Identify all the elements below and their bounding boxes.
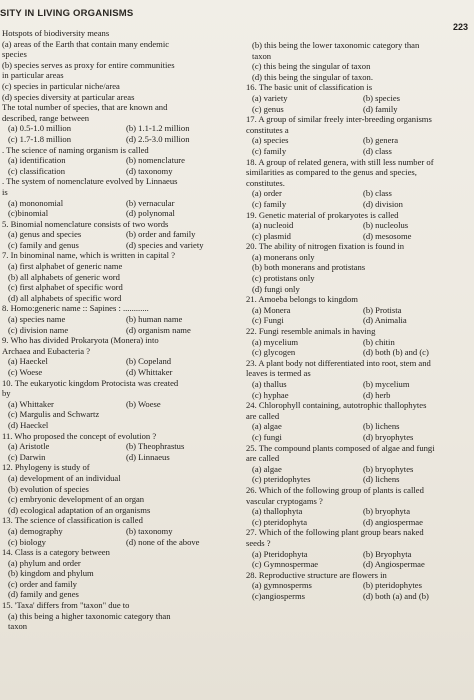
answer-option: (a) demography — [8, 525, 63, 536]
question-text: The total number of species, that are known and — [2, 102, 168, 113]
answer-option: (c) first alphabet of specific word — [8, 282, 123, 293]
answer-option: (d) none of the above — [126, 536, 200, 547]
option-row — [246, 421, 470, 432]
question-text: constitutes. — [246, 177, 285, 188]
answer-option: (a) mononomial — [8, 197, 64, 208]
answer-option: (d) species and variety — [126, 239, 204, 250]
answer-option: (d) Whittaker — [126, 367, 173, 377]
question-text: 15. 'Taxa' differs from "taxon" due to — [2, 600, 130, 611]
answer-option: (b) Woese — [126, 398, 161, 409]
question-text: are called — [246, 453, 280, 464]
question-text: 17. A group of similar freely inter-breeding organisms — [246, 114, 432, 125]
option-row — [2, 441, 240, 452]
answer-option: (c) Darwin — [8, 451, 46, 462]
option-row — [246, 315, 470, 326]
answer-option: (a) gymnosperms — [252, 580, 312, 591]
answer-option: (b) vernacular — [126, 197, 175, 208]
question-text: 12. Phylogeny is study of — [2, 462, 90, 473]
question-text: leaves is termed as — [246, 368, 311, 379]
option-row — [246, 135, 470, 146]
answer-option: (d) fungi only — [252, 283, 300, 294]
answer-option: (b) Theophrastus — [126, 441, 185, 452]
question-text: described, range between — [2, 112, 90, 123]
answer-option: (d) ecological adaptation of an organisms — [8, 504, 151, 515]
answer-option: (d) family and genes — [8, 589, 79, 600]
option-row — [246, 104, 470, 115]
answer-option: (b) Bryophyta — [363, 548, 412, 559]
question-text: 18. A group of related genera, with still less number of — [246, 156, 434, 167]
answer-option: (d) family — [363, 103, 398, 114]
question-text: . The science of naming organism is called — [2, 144, 149, 155]
question-text: Hotspots of biodiversity means — [2, 28, 110, 38]
option-row — [246, 580, 470, 591]
question-text: similarities as compared to the genus and species, — [246, 167, 417, 178]
answer-option: (d) Angiospermae — [363, 559, 425, 570]
question-text: Archaea and Eubacteria ? — [2, 345, 91, 356]
answer-option: (c) genus — [252, 103, 284, 114]
answer-option: (a) genus and species — [8, 229, 82, 240]
answer-option: (a) nucleoid — [252, 220, 294, 231]
right-question-column — [246, 40, 470, 601]
answer-option: (a) Monera — [252, 304, 291, 315]
option-row — [246, 506, 470, 517]
answer-option: (a) Aristotle — [8, 441, 50, 452]
option-row — [2, 198, 240, 209]
question-text: species — [2, 49, 27, 60]
option-row — [246, 305, 470, 316]
option-row — [246, 390, 470, 401]
answer-option: (b) Protista — [363, 304, 402, 315]
answer-option: (c) family — [252, 145, 287, 156]
answer-option: (c) this being the singular of taxon — [252, 61, 371, 72]
answer-option: (a) species — [252, 135, 289, 146]
answer-option: (d) division — [363, 198, 403, 209]
answer-option: (a) Whittaker — [8, 398, 54, 409]
question-text: 10. The eukaryotic kingdom Protocista was created — [2, 377, 179, 388]
answer-option: (c)binomial — [8, 208, 49, 219]
option-row — [246, 559, 470, 570]
answer-option: (b) order and family — [126, 229, 196, 240]
answer-option: (b) nomenclature — [126, 155, 185, 166]
option-row — [2, 399, 240, 410]
answer-option: (b) mycelium — [363, 379, 410, 389]
answer-option: (b) Copeland — [126, 356, 172, 367]
answer-option: (c) division name — [8, 324, 69, 335]
question-text: 28. Reproductive structure are flowers in — [246, 569, 387, 580]
question-text: 11. Who proposed the concept of evolution ? — [2, 430, 157, 441]
answer-option: (d) both (a) and (b) — [363, 590, 429, 601]
answer-option: (a) order — [252, 188, 282, 199]
question-text: (b) species serves as proxy for entire communities — [2, 59, 175, 70]
answer-option: (d) class — [363, 145, 392, 156]
question-text: constitutes a — [246, 124, 289, 135]
answer-option: (d) taxonomy — [126, 165, 173, 176]
answer-option: (d) lichens — [363, 474, 400, 485]
answer-option: (c) order and family — [8, 578, 77, 589]
option-row — [246, 591, 470, 602]
answer-option: (b) this being the lower taxonomic category than — [252, 40, 420, 50]
answer-option: (b) human name — [126, 314, 183, 325]
option-row — [246, 347, 470, 358]
option-row — [246, 146, 470, 157]
answer-option: (c) fungi — [252, 431, 282, 442]
option-row — [2, 356, 240, 367]
question-text: 13. The science of classification is called — [2, 515, 143, 526]
left-question-column — [2, 28, 240, 632]
question-text: 16. The basic unit of classification is — [246, 82, 373, 93]
option-row — [246, 379, 470, 390]
answer-option: (a) first alphabet of generic name — [8, 261, 123, 272]
question-text: 7. In binominal name, which is written in capital ? — [2, 250, 176, 261]
answer-option: (b) lichens — [363, 421, 400, 432]
answer-option: (b) class — [363, 188, 392, 199]
answer-option: (b) pteridophytes — [363, 580, 422, 591]
answer-option: (a) this being a higher taxonomic category than — [8, 610, 171, 621]
answer-option: (c) Woese — [8, 367, 43, 377]
question-text: 24. Chlorophyll containing, autotrophic thallophytes — [246, 400, 427, 411]
answer-option: (a) algae — [252, 421, 282, 432]
answer-option: (d) Animalia — [363, 315, 407, 326]
answer-option: (a) mycelium — [252, 336, 299, 347]
answer-option: (a) species name — [8, 314, 66, 325]
option-row — [2, 314, 240, 325]
answer-option: (a) Haeckel — [8, 356, 48, 367]
answer-option: (a) thallophyta — [252, 506, 303, 517]
question-text: is — [2, 186, 8, 197]
answer-option: (b) 1.1-1.2 million — [126, 123, 190, 134]
answer-option: (d) angiospermae — [363, 516, 423, 527]
option-row — [2, 325, 240, 336]
question-text: 20. The ability of nitrogen fixation is found in — [246, 241, 405, 252]
option-row — [246, 474, 470, 485]
answer-option: (b) bryophytes — [363, 463, 414, 474]
option-row — [246, 199, 470, 210]
question-text: (c) species in particular niche/area — [2, 80, 120, 91]
option-row — [2, 452, 240, 463]
option-row — [246, 549, 470, 560]
question-text: 25. The compound plants composed of algae and fungi — [246, 442, 435, 453]
answer-option: taxon — [8, 621, 28, 632]
option-row — [246, 464, 470, 475]
answer-option: (a) thallus — [252, 379, 287, 389]
running-title: SITY IN LIVING ORGANISMS — [0, 8, 134, 19]
answer-option: (c)angiosperms — [252, 590, 305, 601]
question-text: are called — [246, 410, 280, 421]
answer-option: (b) species — [363, 92, 400, 103]
answer-option: taxon — [252, 50, 272, 61]
question-text: 19. Genetic material of prokaryotes is called — [246, 209, 399, 220]
answer-option: (d) organism name — [126, 324, 191, 335]
answer-option: (c) protistans only — [252, 273, 315, 284]
answer-option: (b) chitin — [363, 336, 395, 347]
option-row — [246, 517, 470, 528]
answer-option: (b) nucleolus — [363, 220, 409, 231]
option-row — [2, 240, 240, 251]
answer-option: (c) hyphae — [252, 389, 289, 400]
option-row — [2, 229, 240, 240]
question-text: 9. Who has divided Prokaryota (Monera) into — [2, 335, 159, 346]
answer-option: (c) family — [252, 198, 287, 209]
option-row — [2, 537, 240, 548]
answer-option: (c) pteridophyta — [252, 516, 308, 527]
page-number: 223 — [452, 22, 468, 32]
question-text: 21. Amoeba belongs to kingdom — [246, 294, 358, 305]
answer-option: (b) kingdom and phylum — [8, 568, 94, 579]
option-row — [246, 432, 470, 443]
answer-option: (c) pteridophytes — [252, 474, 311, 485]
question-text: in particular areas — [2, 70, 64, 81]
option-row — [2, 208, 240, 219]
answer-option: (d) mesosome — [363, 230, 412, 241]
answer-option: (c) Gymnospermae — [252, 559, 319, 570]
answer-option: (c) plasmid — [252, 230, 291, 241]
answer-option: (d) herb — [363, 389, 391, 400]
answer-option: (a) algae — [252, 463, 282, 474]
answer-option: (a) monerans only — [252, 251, 315, 262]
option-row — [2, 367, 240, 378]
question-text: (d) species diversity at particular areas — [2, 91, 135, 102]
question-text: seeds ? — [246, 537, 271, 548]
answer-option: (c) Fungi — [252, 315, 284, 326]
option-row — [246, 337, 470, 348]
question-text: by — [2, 388, 11, 399]
answer-option: (b) all alphabets of generic word — [8, 271, 120, 282]
answer-option: (d) this being the singular of taxon. — [252, 71, 374, 82]
option-row — [246, 188, 470, 199]
answer-option: (b) taxonomy — [126, 525, 173, 536]
option-row — [2, 134, 240, 145]
answer-option: (c) family and genus — [8, 239, 79, 250]
answer-option: (a) development of an individual — [8, 472, 121, 483]
answer-option: (b) both monerans and protistans — [252, 262, 366, 273]
option-row — [2, 123, 240, 134]
question-text: 8. Homo:generic name :: Sapines : ............ — [2, 303, 149, 314]
option-row — [2, 526, 240, 537]
answer-option: (a) phylum and order — [8, 557, 81, 568]
answer-option: (d) all alphabets of specific word — [8, 292, 122, 303]
answer-option: (c) classification — [8, 165, 66, 176]
answer-option: (d) bryophytes — [363, 431, 414, 442]
question-text: 23. A plant body not differentiated into root, stem and — [246, 357, 431, 368]
answer-option: (c) glycogen — [252, 347, 296, 358]
question-text: vascular cryptogams ? — [246, 495, 323, 506]
question-text: 14. Class is a category between — [2, 547, 110, 558]
answer-option: (b) bryophyta — [363, 506, 411, 517]
answer-option: (c) biology — [8, 536, 46, 547]
option-row — [2, 166, 240, 177]
answer-option: (c) Margulis and Schwartz — [8, 409, 100, 420]
option-row — [246, 231, 470, 242]
answer-option: (a) Pteridophyta — [252, 548, 308, 559]
question-text: (a) areas of the Earth that contain many endemic — [2, 38, 170, 49]
answer-option: (a) identification — [8, 155, 66, 166]
question-text: 22. Fungi resemble animals in having — [246, 326, 376, 337]
option-row — [246, 93, 470, 104]
answer-option: (d) Linnaeus — [126, 451, 170, 462]
answer-option: (c) 1.7-1.8 million — [8, 133, 72, 144]
answer-option: (d) both (b) and (c) — [363, 347, 429, 358]
question-text: 5. Binomial nomenclature consists of two words — [2, 218, 169, 229]
answer-option: (b) genera — [363, 135, 399, 146]
question-text: 26. Which of the following group of plants is called — [246, 484, 424, 495]
answer-option: (a) variety — [252, 92, 288, 103]
answer-option: (c) embryonic development of an organ — [8, 494, 145, 505]
question-text: . The system of nomenclature evolved by Linnaeus — [2, 176, 178, 187]
option-row — [2, 155, 240, 166]
answer-option: (d) polynomal — [126, 208, 175, 219]
option-row — [246, 220, 470, 231]
answer-option: (d) 2.5-3.0 million — [126, 133, 190, 144]
answer-option: (b) evolution of species — [8, 483, 89, 494]
answer-option: (a) 0.5-1.0 million — [8, 123, 72, 134]
answer-option: (d) Haeckel — [8, 419, 49, 430]
question-text: 27. Which of the following plant group bears naked — [246, 527, 424, 538]
